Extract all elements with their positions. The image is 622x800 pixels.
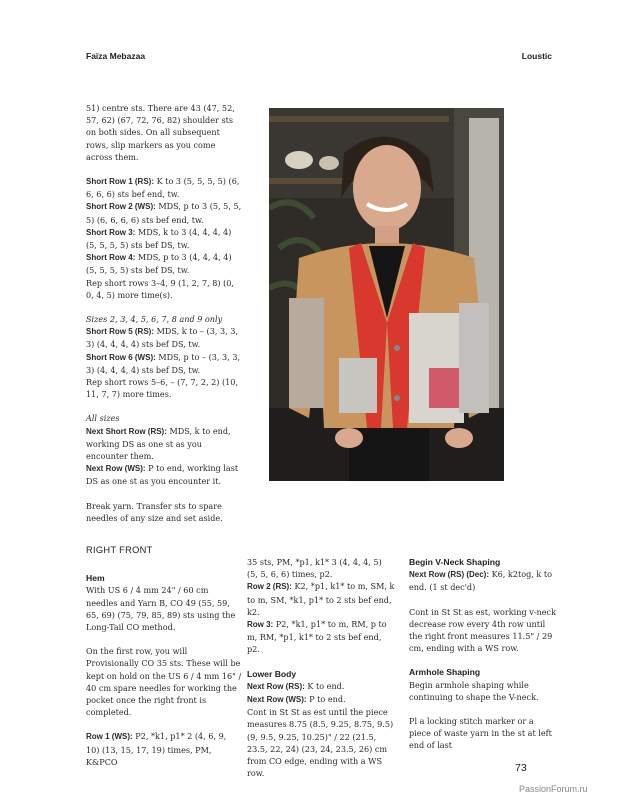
watermark: PassionForum.ru [519, 784, 588, 794]
next-row-rs: Next Row (RS): K to end. [247, 680, 345, 691]
subheading-v-neck: Begin V-Neck Shaping [409, 557, 501, 567]
short-row-2: Short Row 2 (WS): MDS, p to 3 (5, 5, 5, 5) (6, 6, 6, 6) sts bef end, tw. [86, 201, 242, 225]
short-row-3: Short Row 3: MDS, k to 3 (4, 4, 4, 4) (5, 5, 5, 5) sts bef DS, tw. [86, 226, 232, 251]
stockinette-text: Cont in St St as est until the piece measures 8.75 (8.5, 9.25, 8.75, 9.5) (9, 9.5, 9.25, 10.25)" / 22 (21.5, 23.5, 22, 24) (23, 24, 23.5, 26) cm from CO edge, ending with a WS row. [247, 707, 394, 779]
row-1: Row 1 (WS): P2, *k1, p1* 2 (4, 6, 9, 10) (13, 15, 17, 19) times, PM, K&PCO [86, 731, 227, 767]
short-row-1: Short Row 1 (RS): K to 3 (5, 5, 5, 5) (6, 6, 6, 6) sts bef end, tw. [86, 176, 240, 200]
next-short-row: Next Short Row (RS): MDS, k to end, working DS as one st as you encounter them. [86, 425, 231, 462]
next-row-ws: Next Row (WS): P to end, working last DS as one st as you encounter it. [86, 463, 239, 487]
column-4 [409, 556, 557, 752]
short-row-5: Short Row 5 (RS): MDS, k to – (3, 3, 3, 3) (4, 4, 4, 4) sts bef DS, tw. [86, 326, 239, 350]
page-number: 73 [515, 762, 527, 774]
model-photo [269, 108, 504, 481]
sizes-note: Sizes 2, 3, 4, 5, 6, 7, 8 and 9 only [86, 314, 223, 325]
column-3 [247, 556, 395, 779]
subheading-armhole: Armhole Shaping [409, 667, 481, 678]
row-2: Row 2 (RS): K2, *p1, k1* to m, SM, k to m, SM, *k1, p1* to 2 sts bef end, k2. [247, 581, 395, 617]
break-yarn-text: Break yarn. Transfer sts to spare needles of any size and set aside. [86, 500, 223, 523]
repeat-text-1: Rep short rows 3–4, 9 (1, 2, 7, 8) (0, 0, 4, 5) more time(s). [86, 277, 234, 300]
section-heading-right-front: RIGHT FRONT [86, 545, 153, 555]
column-2 [86, 544, 242, 768]
short-row-6: Short Row 6 (WS): MDS, p to – (3, 3, 3, 3) (4, 4, 4, 4) sts bef DS, tw. [86, 351, 241, 375]
v-neck-text: Cont in St St as est, working v-neck decrease row every 4th row until the right front measures 11.5" / 29 cm, ending with a WS row. [409, 606, 556, 654]
intro-text: 51) centre sts. There are 43 (47, 52, 57, 62) (67, 72, 76, 82) shoulder sts on both sides. On all subsequent rows, slip markers as you come across them. [86, 103, 235, 162]
short-row-4: Short Row 4: MDS, p to 3 (4, 4, 4, 4) (5, 5, 5, 5) sts bef DS, tw. [86, 252, 232, 276]
hem-text: With US 6 / 4 mm 24" / 60 cm needles and Yarn B, CO 49 (55, 59, 65, 69) (75, 79, 85, 89) sts using the Long-Tail CO method. [86, 585, 236, 633]
row-3: Row 3: P2, *k1, p1* to m, RM, p to m, RM, *p1, k1* to 2 sts bef end, p2. [247, 619, 387, 655]
subheading-hem: Hem [86, 573, 105, 584]
provisional-co-text: On the first row, you will Provisionally CO 35 sts. These will be kept on hold on the US 6 / 4 mm 16" / 40 cm spare needles for working the pocket once the right front is completed. [86, 646, 242, 718]
next-row-ws-2: Next Row (WS): P to end. [247, 694, 346, 705]
all-sizes-note: All sizes [86, 413, 120, 424]
repeat-text-2: Rep short rows 5–6, – (7, 7, 2, 2) (10, 11, 7, 7) more times. [86, 377, 239, 400]
v-neck-dec-row: Next Row (RS) (Dec): K6, k2tog, k to end. (1 st dec'd) [409, 569, 553, 593]
header-designer: Faïza Mebazaa [86, 51, 146, 61]
header-pattern-name: Loustic [521, 51, 552, 61]
armhole-text-2: Pl a locking stitch marker or a piece of waste yarn in the st at left end of last [409, 716, 552, 751]
subheading-lower-body: Lower Body [247, 668, 297, 679]
cardigan-model-illustration [269, 108, 504, 481]
column-1 [86, 102, 244, 524]
armhole-text-1: Begin armhole shaping while continuing to shape the V-neck. [409, 679, 539, 702]
row-1-continued: 35 sts, PM, *p1, k1* 3 (4, 4, 4, 5) (5, 5, 6, 6) times, p2. [247, 557, 382, 580]
